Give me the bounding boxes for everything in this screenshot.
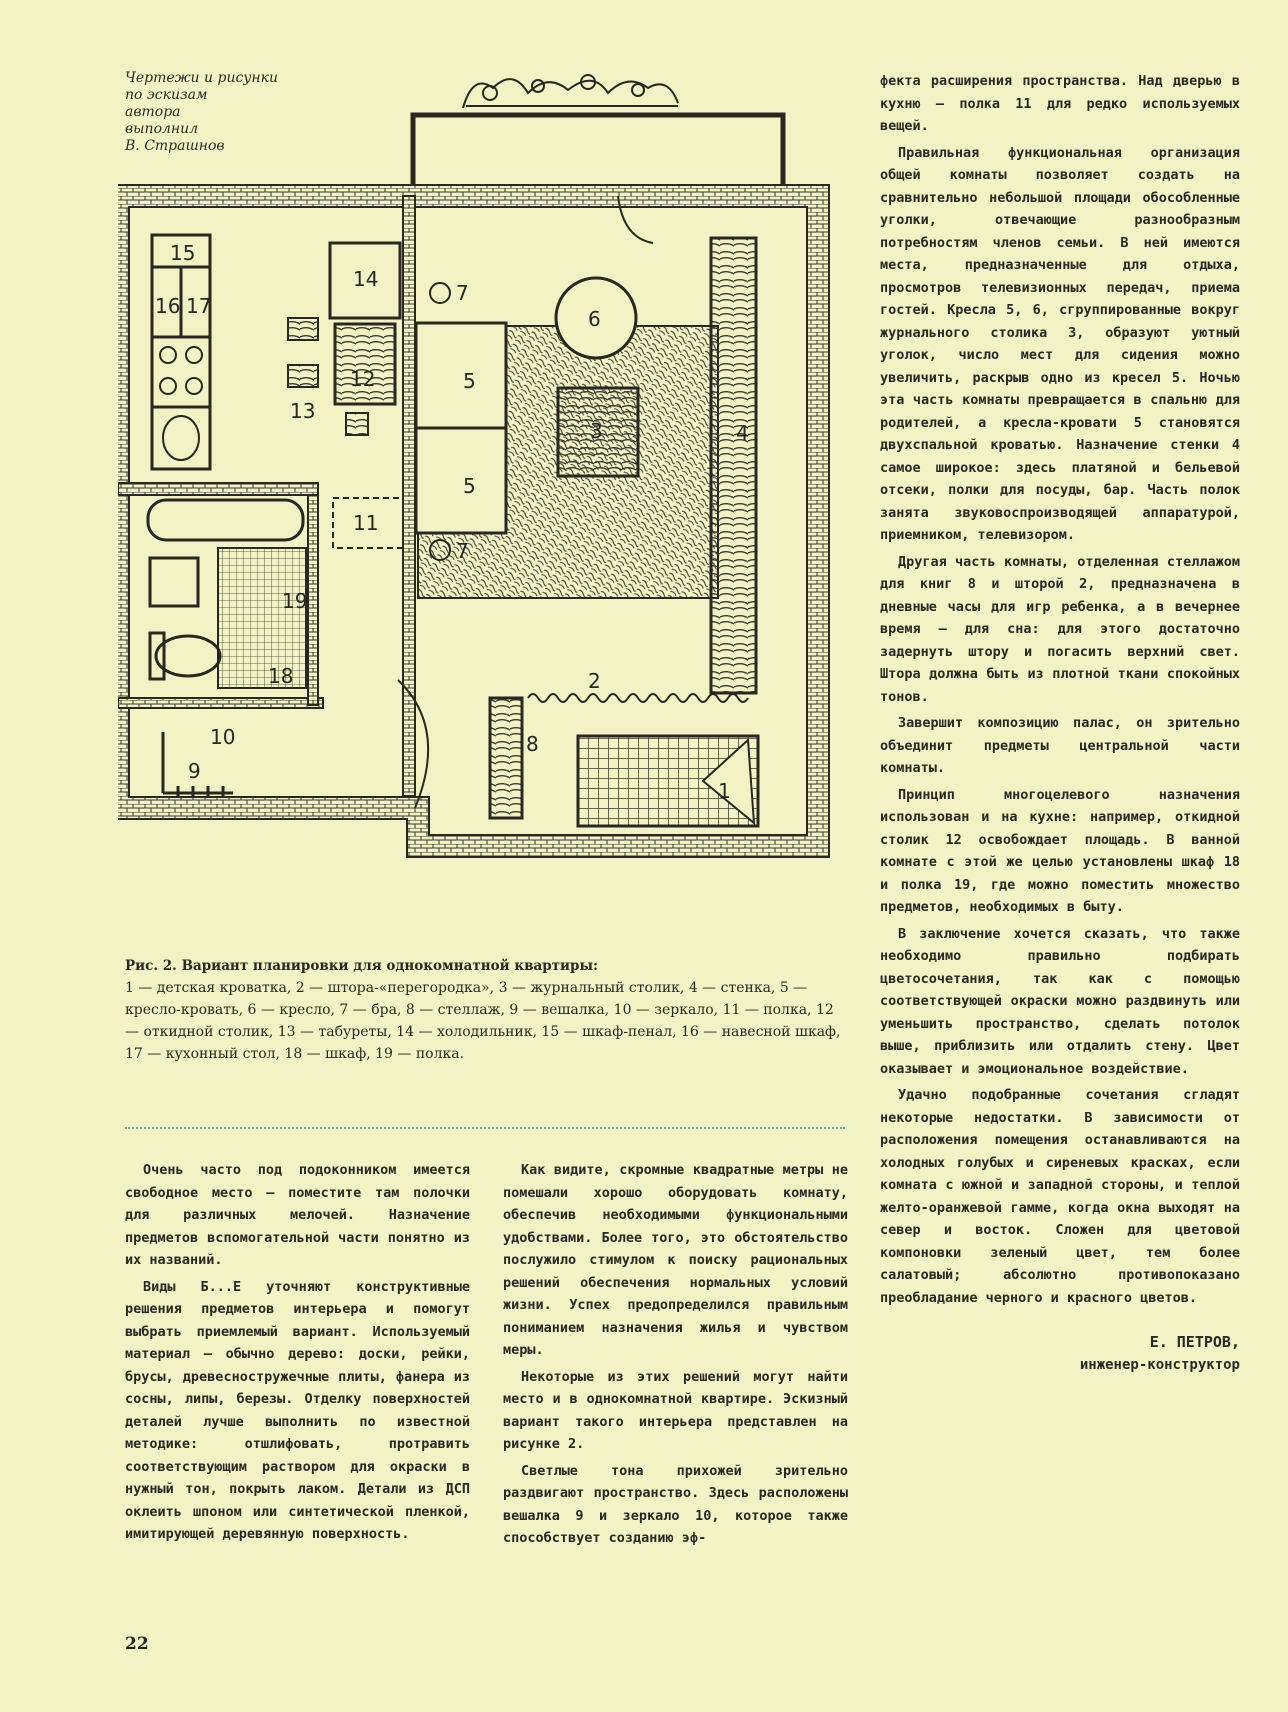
text-column-3 bbox=[880, 70, 1240, 1377]
credit-line: Чертежи и рисунки bbox=[125, 70, 279, 86]
author-title: инженер-конструктор bbox=[1079, 1357, 1240, 1373]
plan-label: 18 bbox=[268, 664, 294, 688]
text-column-1 bbox=[125, 1159, 470, 1550]
wall-bath-side bbox=[308, 495, 318, 705]
paragraph: Очень часто под подоконником имеется свободное место — поместите там полочки для различных мелочей. Назначение предметов вспомогательной части понятно из их названий. bbox=[125, 1162, 470, 1268]
armchair-bed bbox=[416, 323, 506, 428]
author-name: Е. ПЕТРОВ, bbox=[1149, 1333, 1240, 1351]
wall-kitchen-room bbox=[403, 196, 415, 796]
caption-body: 1 — детская кроватка, 2 — штора-«перегородка», 3 — журнальный столик, 4 — стенка, 5 — кресло-кровать, 6 — кресло, 7 — бра, 8 — стеллаж, 9 — вешалка, 10 — зеркало, 11 — полка, 12 — откидной столик, 13 — табуреты, 14 — холодильник, 15 — шкаф-пенал, 16 — навесной шкаф, 17 — кухонный стол, 18 — шкаф, 19 — полка. bbox=[125, 980, 841, 1062]
plan-label: 16 bbox=[155, 294, 181, 318]
section-divider bbox=[125, 1127, 845, 1129]
paragraph: Светлые тона прихожей зрительно раздвигают пространство. Здесь расположены вешалка 9 и зеркало 10, которое также способствует созданию эф- bbox=[503, 1462, 848, 1546]
wall-bath-hall bbox=[118, 698, 323, 708]
plan-label: 7 bbox=[456, 281, 469, 305]
paragraph: Принцип многоцелевого назначения использован и на кухне: например, откидной столик 12 освобождает площадь. В ванной комнате с этой же целью установлены шкаф 18 и полка 19, где можно поместить множество предметов, необходимых в быту. bbox=[880, 786, 1240, 915]
author-signature bbox=[880, 1331, 1240, 1377]
plan-label: 12 bbox=[350, 367, 376, 391]
paragraph: В заключение хочется сказать, что также необходимо правильно подбирать цветосочетания, так как с помощью соответствующей окраски можно раздвинуть или уменьшить пространство, сделать потолок выше, приблизить или отдалить стену. Цвет оказывает и эмоциональное воздействие. bbox=[880, 925, 1240, 1077]
paragraph: Некоторые из этих решений могут найти место и в однокомнатной квартире. Эскизный вариант такого интерьера представлен на рисунке 2. bbox=[503, 1368, 848, 1452]
bookcase bbox=[490, 698, 522, 818]
armchair-bed bbox=[416, 428, 506, 533]
paragraph: Другая часть комнаты, отделенная стеллажом для книг 8 и шторой 2, предназначена в дневные часы для игр ребенка, а в вечернее время — для сна: для этого достаточно задернуть штору и погасить верхний свет. Штора должна быть из плотной ткани спокойных тонов. bbox=[880, 553, 1240, 705]
paragraph: Как видите, скромные квадратные метры не помешали хорошо оборудовать комнату, обеспечив необходимыми функциональными удобствами. Более того, это обстоятельство послужило стимулом к поиску рациональных решений обеспечения нормальных условий жизни. Успех предопределился правильным пониманием назначения жилья и чувством меры. bbox=[503, 1162, 848, 1358]
plant-decoration bbox=[463, 75, 678, 108]
toilet bbox=[156, 636, 220, 676]
paragraph: Правильная функциональная организация общей комнаты позволяет создать на сравнительно небольшой площади обособленные уголки, отвечающие разнообразным потребностям членов семьи. В ней имеются места, предназначенные для отдыха, просмотров телевизионных передач, приема гостей. Кресла 5, 6, сгруппированные вокруг журнального столика 3, образуют уютный уголок, число мест для сидения можно увеличить, раскрыв одно из кресел 5. Ночью эта часть комнаты превращается в спальню для родителей, а кресла-кровати 5 становятся двухспальной кроватью. Назначение стенки 4 самое широкое: здесь платяной и бельевой отсеки, полки для посуды, бар. Часть полок занята звуковоспроизводящей аппаратурой, приемником, телевизором. bbox=[880, 144, 1240, 543]
plan-label: 8 bbox=[526, 732, 539, 756]
credit-line: выполнил bbox=[125, 121, 199, 137]
text-column-2 bbox=[503, 1159, 848, 1554]
plan-label: 13 bbox=[290, 399, 316, 423]
paragraph: Удачно подобранные сочетания сгладят некоторые недостатки. В зависимости от расположения помещения останавливаются на холодных голубых и сиреневых красках, если комната с южной и западной стороны, и теплой желто-оранжевой гамме, когда окна выходят на север и восток. Сложен для цветовой компоновки зеленый цвет, тем более салатовый; абсолютно противопоказано преобладание черного и красного цветов. bbox=[880, 1087, 1240, 1306]
plan-label: 5 bbox=[463, 369, 476, 393]
credit-line: автора bbox=[125, 104, 181, 120]
page-number: 22 bbox=[125, 1634, 149, 1654]
plan-label: 10 bbox=[210, 725, 236, 749]
figure-caption bbox=[125, 955, 845, 1065]
plan-label: 1 bbox=[718, 779, 731, 803]
paragraph: Виды Б...Е уточняют конструктивные решения предметов интерьера и помогут выбрать приемлемый вариант. Используемый материал — обычно дерево: доски, рейки, брусы, древесностружечные плиты, фанера из сосны, липы, березы. Отделку поверхностей деталей лучше выполнить по известной методике: отшлифовать, протравить соответствующим раствором для окраски в нужный тон, покрыть лаком. Детали из ДСП оклеить шпоном или синтетической пленкой, имитирующей деревянную поверхность. bbox=[125, 1278, 470, 1542]
paragraph: фекта расширения пространства. Над дверью в кухню — полка 11 для редко используемых вещей. bbox=[880, 73, 1240, 134]
plan-label: 15 bbox=[170, 241, 196, 265]
plan-label: 7 bbox=[456, 539, 469, 563]
plan-label: 19 bbox=[282, 589, 308, 613]
paragraph: Завершит композицию палас, он зрительно объединит предметы центральной части комнаты. bbox=[880, 715, 1240, 776]
plan-label: 5 bbox=[463, 474, 476, 498]
plan-label: 4 bbox=[736, 421, 749, 445]
wall-kitchen-bath bbox=[118, 483, 318, 495]
plan-label: 17 bbox=[186, 294, 212, 318]
wash-basin bbox=[150, 558, 198, 606]
credit-line: В. Страшнов bbox=[125, 138, 225, 154]
plan-label: 9 bbox=[188, 759, 201, 783]
plan-label: 3 bbox=[590, 419, 603, 443]
plan-label: 11 bbox=[353, 511, 379, 535]
fold-table bbox=[335, 324, 395, 404]
plan-label: 6 bbox=[588, 307, 601, 331]
plan-label: 14 bbox=[353, 267, 379, 291]
floor-plan-drawing bbox=[118, 68, 848, 938]
curtain bbox=[528, 694, 748, 702]
plan-label: 2 bbox=[588, 669, 601, 693]
credit-line: по эскизам bbox=[125, 87, 208, 103]
bathtub bbox=[148, 500, 303, 540]
wall-lamp bbox=[430, 283, 450, 303]
caption-lead: Рис. 2. Вариант планировки для однокомнатной квартиры: bbox=[125, 958, 599, 974]
wall-unit bbox=[711, 238, 756, 693]
